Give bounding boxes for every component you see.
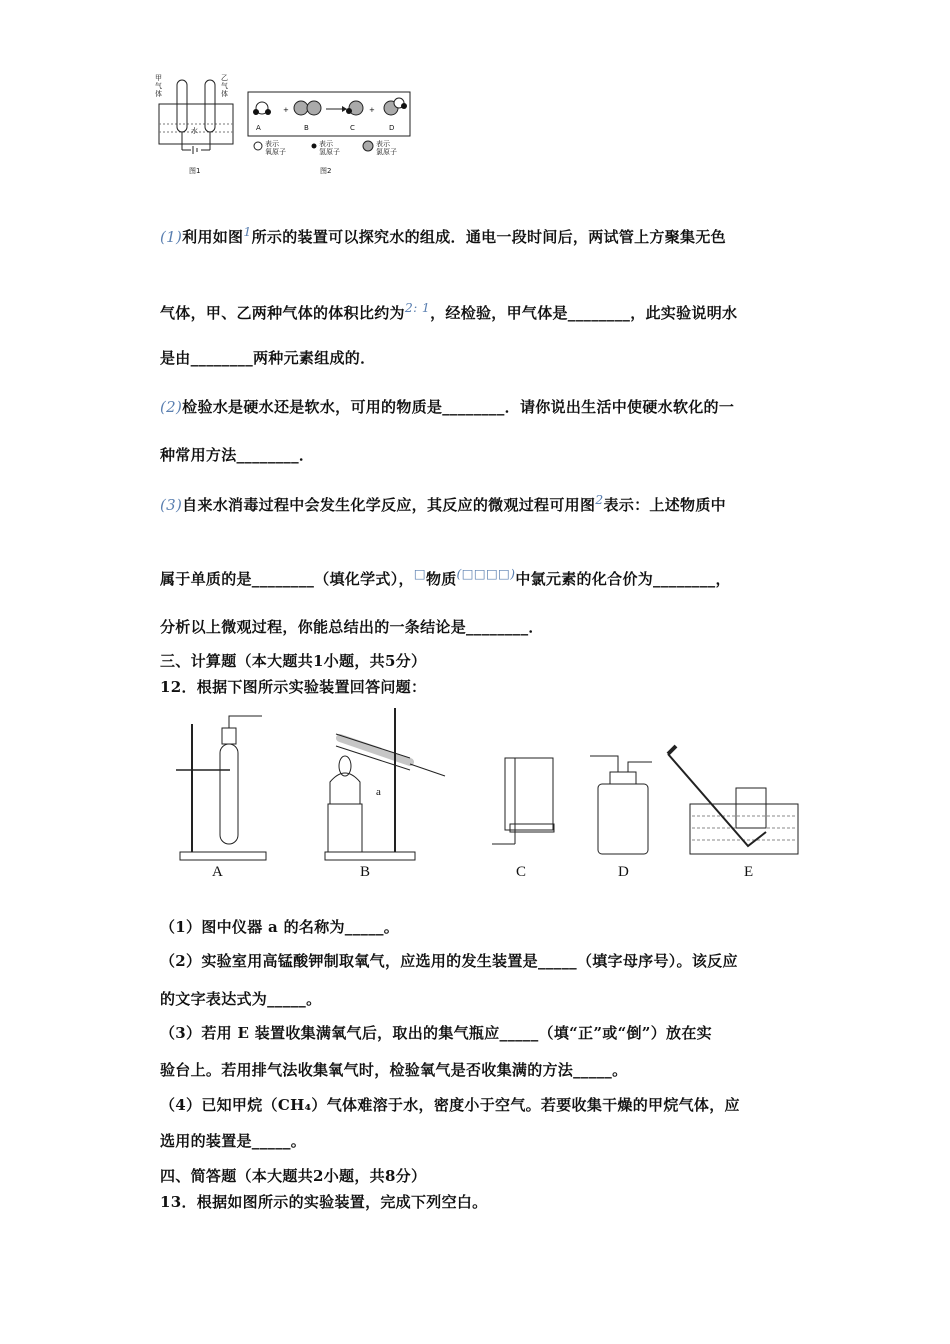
- q12-line-5: 验台上。若用排气法收集氧气时，检验氧气是否收集满的方法_____。: [160, 1061, 628, 1079]
- section-4-heading: 四、简答题（本大题共2小题，共8分）: [160, 1167, 427, 1185]
- letter-a: A: [256, 124, 261, 132]
- letter-d: D: [389, 124, 395, 132]
- q11-p2-line2: 种常用方法________．: [160, 446, 315, 464]
- apparatus-b: [325, 708, 445, 860]
- apparatus-a-label: A: [212, 864, 223, 880]
- q11-p1-line2: 气体，甲、乙两种气体的体积比约为$^{2: 1}$，经检验，甲气体是________，此实验说明水: [160, 300, 738, 322]
- gas-a-label: 甲 气 体: [155, 74, 162, 98]
- water-label: 水: [191, 127, 198, 135]
- figure-1-caption: 图1: [189, 167, 201, 175]
- figure-2-caption: 图2: [320, 167, 332, 175]
- apparatus-e-label: E: [744, 864, 754, 880]
- reaction-diagram: [246, 90, 416, 140]
- apparatus-b-label: B: [360, 864, 371, 880]
- q11-p2-line1: (2)检验水是硬水还是软水，可用的物质是________．请你说出生活中使硬水软化的一: [160, 398, 735, 416]
- q11-p3-number: (3): [160, 496, 183, 514]
- apparatus-c-label: C: [516, 864, 527, 880]
- svg-text:+: +: [283, 106, 289, 114]
- apparatus-d: [590, 756, 652, 854]
- q12-line-7: 选用的装置是_____。: [160, 1132, 307, 1150]
- apparatus-d-label: D: [618, 864, 629, 880]
- q11-p1-line1: (1)利用如图$^1$所示的装置可以探究水的组成．通电一段时间后，两试管上方聚集无色: [160, 224, 726, 246]
- apparatus-figure: [170, 704, 810, 886]
- svg-text:+: +: [369, 106, 375, 114]
- legend-hydrogen: 表示 氢原子: [319, 140, 340, 156]
- q11-p3-line3: 分析以上微观过程，你能总结出的一条结论是________．: [160, 618, 544, 636]
- legend-chlorine: 表示 氯原子: [376, 140, 397, 156]
- q12-line-1: （1）图中仪器 a 的名称为_____。: [160, 918, 400, 936]
- apparatus-e: [668, 746, 798, 854]
- q12-line-2: （2）实验室用高锰酸钾制取氧气，应选用的发生装置是_____（填字母序号）。该反应: [160, 952, 738, 970]
- q11-p3-line2: 属于单质的是________（填化学式），□物质(□□□□)中氯元素的化合价为________，: [160, 566, 731, 588]
- q11-p2-number: (2): [160, 398, 183, 416]
- section-3-heading: 三、计算题（本大题共1小题，共5分）: [160, 652, 427, 670]
- gas-b-label: 乙 气 体: [221, 74, 228, 98]
- q12-line-6: （4）已知甲烷（CH₄）气体难溶于水，密度小于空气。若要收集干燥的甲烷气体，应: [160, 1096, 740, 1114]
- apparatus-c: [492, 758, 554, 844]
- q12-title: 12．根据下图所示实验装置回答问题：: [160, 678, 427, 696]
- q13-title: 13．根据如图所示的实验装置，完成下列空白。: [160, 1193, 488, 1211]
- q11-p1-number: (1): [160, 228, 183, 246]
- instrument-a-label: a: [376, 786, 381, 798]
- legend-oxygen: 表示 氧原子: [265, 140, 286, 156]
- q12-line-3: 的文字表达式为_____。: [160, 990, 322, 1008]
- q11-p3-line1: (3)自来水消毒过程中会发生化学反应，其反应的微观过程可用图$^2$表示：上述物质中: [160, 492, 726, 514]
- apparatus-diagram: [170, 704, 810, 864]
- q11-p1-line3: 是由________两种元素组成的．: [160, 349, 376, 367]
- q12-line-4: （3）若用 E 装置收集满氧气后，取出的集气瓶应_____（填“正”或“倒”）放在实: [160, 1024, 712, 1042]
- apparatus-a: [176, 716, 266, 860]
- letter-c: C: [350, 124, 355, 132]
- figure-1-electrolysis: [155, 74, 240, 184]
- letter-b: B: [304, 124, 309, 132]
- figure-2-reaction: [246, 90, 416, 184]
